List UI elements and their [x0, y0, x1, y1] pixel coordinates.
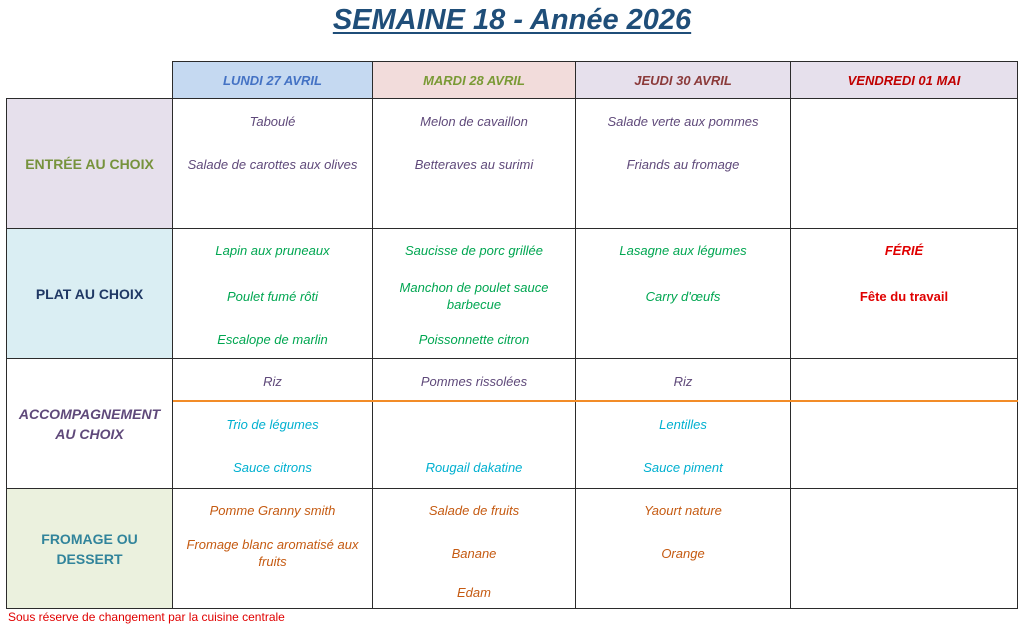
- menu-item: Yaourt nature: [644, 503, 722, 518]
- holiday-label: FÉRIÉ: [884, 243, 924, 258]
- cell-plat-lundi: [172, 228, 373, 359]
- row-header-fromage: FROMAGE OU DESSERT: [6, 488, 173, 609]
- page-title: SEMAINE 18 - Année 2026: [332, 4, 692, 36]
- day-header-jeudi: JEUDI 30 AVRIL: [575, 61, 791, 99]
- menu-item: Lentilles: [659, 417, 707, 432]
- menu-item: Rougail dakatine: [425, 460, 523, 475]
- menu-item: Sauce citrons: [233, 460, 312, 475]
- menu-item: Salade verte aux pommes: [607, 114, 759, 129]
- menu-item: Fromage blanc aromatisé aux fruits: [186, 537, 359, 569]
- cell-accomp-vendredi: [790, 358, 1018, 489]
- menu-item: Salade de carottes aux olives: [187, 157, 358, 172]
- day-header-lundi: LUNDI 27 AVRIL: [172, 61, 373, 99]
- cell-fromage-vendredi: [790, 488, 1018, 609]
- cell-fromage-jeudi: [575, 488, 791, 609]
- cell-plat-jeudi: [575, 228, 791, 359]
- separator-line: [173, 400, 1018, 402]
- menu-item: Poissonnette citron: [418, 332, 530, 347]
- menu-item: Riz: [673, 374, 693, 389]
- cell-accomp-mardi: [372, 358, 576, 489]
- row-header-plat: PLAT AU CHOIX: [6, 228, 173, 359]
- row-header-accompagnement: ACCOMPAGNEMENT AU CHOIX: [6, 358, 173, 489]
- menu-item: Sauce piment: [643, 460, 723, 475]
- menu-item: Melon de cavaillon: [420, 114, 528, 129]
- menu-item: Saucisse de porc grillée: [404, 243, 544, 258]
- row-header-entree: ENTRÉE AU CHOIX: [6, 98, 173, 229]
- menu-item: Manchon de poulet sauce barbecue: [399, 280, 549, 312]
- menu-item: Taboulé: [249, 114, 296, 129]
- menu-item: Betteraves au surimi: [414, 157, 534, 172]
- menu-item: Orange: [661, 546, 705, 561]
- menu-item: Pomme Granny smith: [209, 503, 336, 518]
- menu-item: Friands au fromage: [626, 157, 740, 172]
- menu-item: Banane: [451, 546, 497, 561]
- cell-plat-mardi: [372, 228, 576, 359]
- cell-accomp-jeudi: [575, 358, 791, 489]
- day-header-vendredi: VENDREDI 01 MAI: [790, 61, 1018, 99]
- day-header-mardi: MARDI 28 AVRIL: [372, 61, 576, 99]
- cell-entree-vendredi: [790, 98, 1018, 229]
- menu-item: Pommes rissolées: [420, 374, 528, 389]
- cell-plat-vendredi: [790, 228, 1018, 359]
- menu-item: Edam: [457, 585, 491, 600]
- menu-item: Carry d'œufs: [645, 289, 721, 304]
- cell-entree-jeudi: [575, 98, 791, 229]
- menu-item: Trio de légumes: [226, 417, 319, 432]
- menu-item: Poulet fumé rôti: [226, 289, 319, 304]
- cell-fromage-lundi: [172, 488, 373, 609]
- cell-accomp-lundi: [172, 358, 373, 489]
- holiday-name: Fête du travail: [859, 289, 949, 304]
- menu-item: Escalope de marlin: [217, 332, 328, 347]
- menu-item: Lapin aux pruneaux: [215, 243, 330, 258]
- cell-fromage-mardi: [372, 488, 576, 609]
- menu-item: Lasagne aux légumes: [619, 243, 747, 258]
- menu-item: Salade de fruits: [428, 503, 520, 518]
- cell-entree-mardi: [372, 98, 576, 229]
- menu-item: Riz: [263, 374, 282, 389]
- cell-entree-lundi: [172, 98, 373, 229]
- disclaimer-note: Sous réserve de changement par la cuisine centrale: [8, 610, 285, 624]
